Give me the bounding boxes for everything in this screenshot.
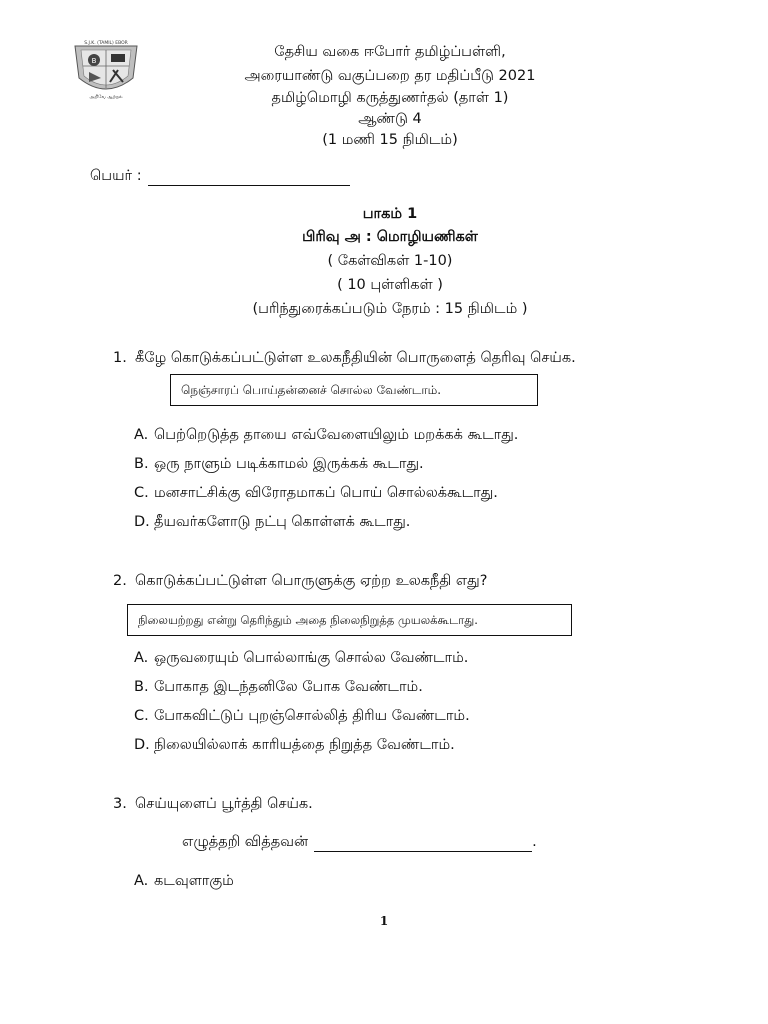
question-range: ( கேள்விகள் 1-10) [327, 253, 453, 269]
exam-title: அரையாண்டு வகுப்பறை தர மதிப்பீடு 2021 [244, 68, 536, 84]
option-1d[interactable]: D. தீயவர்களோடு நட்பு கொள்ளக் கூடாது. [134, 514, 411, 530]
svg-text:அறிவே ஆற்றல்: அறிவே ஆற்றல் [89, 95, 123, 100]
question-number: 2. [113, 573, 127, 589]
option-1c[interactable]: C. மனசாட்சிக்கு விரோதமாகப் பொய் சொல்லக்கூடாது. [134, 485, 498, 501]
svg-text:S.J.K. (TAMIL) EBOR: S.J.K. (TAMIL) EBOR [84, 41, 128, 46]
marks-label: ( 10 புள்ளிகள் ) [337, 277, 443, 293]
option-2b[interactable]: B. போகாத இடந்தனிலே போக வேண்டாம். [134, 679, 423, 695]
question-number: 1. [113, 350, 127, 366]
school-crest-logo [63, 38, 149, 102]
option-2d[interactable]: D. நிலையில்லாக் காரியத்தை நிறுத்த வேண்டாம். [134, 737, 455, 753]
quote-box-2: நிலையற்றது என்று தெரிந்தும் அதை நிலைநிறுத்த முயலக்கூடாது. [127, 604, 572, 636]
question-2 [113, 573, 487, 591]
school-name: தேசிய வகை ஈபோர் தமிழ்ப்பள்ளி, [274, 44, 506, 60]
option-3a[interactable]: A. கடவுளாகும் [134, 873, 234, 889]
division-title: பிரிவு அ : மொழியணிகள் [302, 229, 478, 245]
fill-prompt: எழுத்தறி வித்தவன் [182, 834, 309, 850]
part-title: பாகம் 1 [362, 206, 418, 222]
option-2c[interactable]: C. போகவிட்டுப் புறஞ்சொல்லித் திரிய வேண்டாம். [134, 708, 470, 724]
name-blank-line[interactable] [148, 171, 350, 186]
option-1b[interactable]: B. ஒரு நாளும் படிக்காமல் இருக்கக் கூடாது. [134, 456, 424, 472]
fill-in-line: எழுத்தறி வித்தவன் . [182, 834, 537, 850]
question-number: 3. [113, 796, 127, 812]
subject-title: தமிழ்மொழி கருத்துணர்தல் (தாள் 1) [271, 90, 509, 106]
svg-text:B: B [91, 57, 97, 65]
question-text: கீழே கொடுக்கப்பட்டுள்ள உலகநீதியின் பொருளைத் தெரிவு செய்க. [135, 350, 576, 366]
suggested-time: (பரிந்துரைக்கப்படும் நேரம் : 15 நிமிடம் ) [252, 301, 528, 317]
page-number: 1 [379, 914, 389, 928]
year-label: ஆண்டு 4 [358, 111, 422, 127]
name-field [90, 168, 350, 186]
fill-blank[interactable] [314, 839, 532, 852]
option-2a[interactable]: A. ஒருவரையும் பொல்லாங்கு சொல்ல வேண்டாம். [134, 650, 469, 666]
option-1a[interactable]: A. பெற்றெடுத்த தாயை எவ்வேளையிலும் மறக்கக் கூடாது. [134, 427, 519, 443]
question-1 [113, 350, 576, 368]
question-3 [113, 796, 313, 814]
question-text: கொடுக்கப்பட்டுள்ள பொருளுக்கு ஏற்ற உலகநீதி எது? [135, 573, 488, 589]
name-label: பெயர் : [90, 168, 142, 184]
question-text: செய்யுளைப் பூர்த்தி செய்க. [135, 796, 313, 812]
duration-label: (1 மணி 15 நிமிடம்) [322, 132, 458, 148]
quote-box-1: நெஞ்சாரப் பொய்தன்னைச் சொல்ல வேண்டாம். [170, 374, 538, 406]
